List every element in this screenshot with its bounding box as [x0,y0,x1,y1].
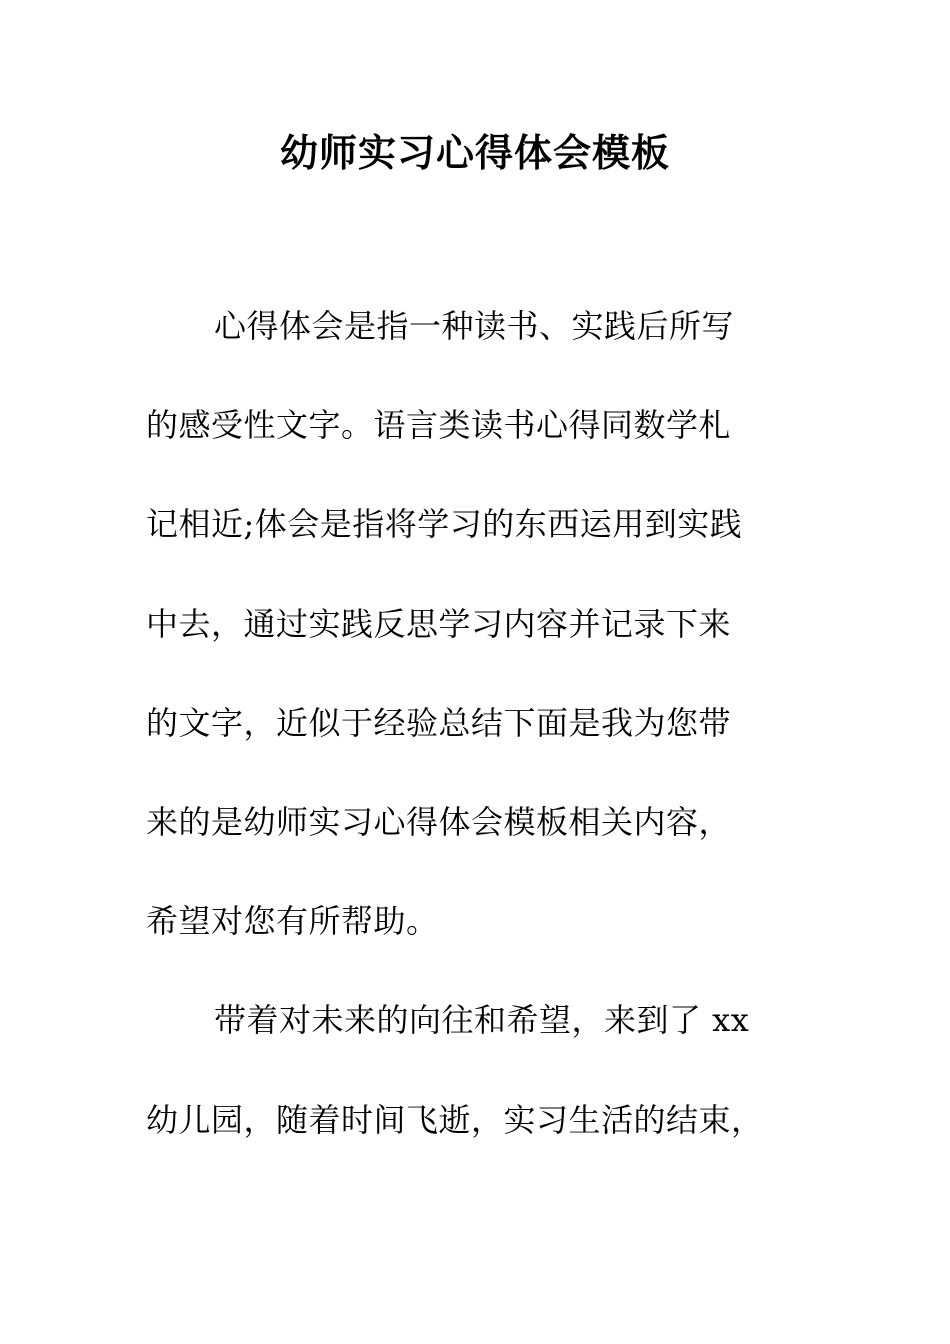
paragraph-1-line-7: 希望对您有所帮助。 [146,902,439,940]
paragraph-1-line-1: 心得体会是指一种读书、实践后所写 [214,307,735,345]
paragraph-1-line-2: 的感受性文字。语言类读书心得同数学札 [146,406,732,444]
paragraph-1-line-4: 中去，通过实践反思学习内容并记录下来 [146,605,732,643]
document-title: 幼师实习心得体会模板 [279,130,670,175]
paragraph-1-line-6: 来的是幼师实习心得体会模板相关内容， [146,803,732,841]
paragraph-2-line-1: 带着对未来的向往和希望，来到了 xx [214,1001,750,1039]
paragraph-2-line-2: 幼儿园，随着时间飞逝，实习生活的结束， [146,1101,764,1139]
paragraph-1-line-3: 记相近;体会是指将学习的东西运用到实践 [146,505,743,543]
paragraph-1-line-5: 的文字，近似于经验总结下面是我为您带 [146,704,732,742]
